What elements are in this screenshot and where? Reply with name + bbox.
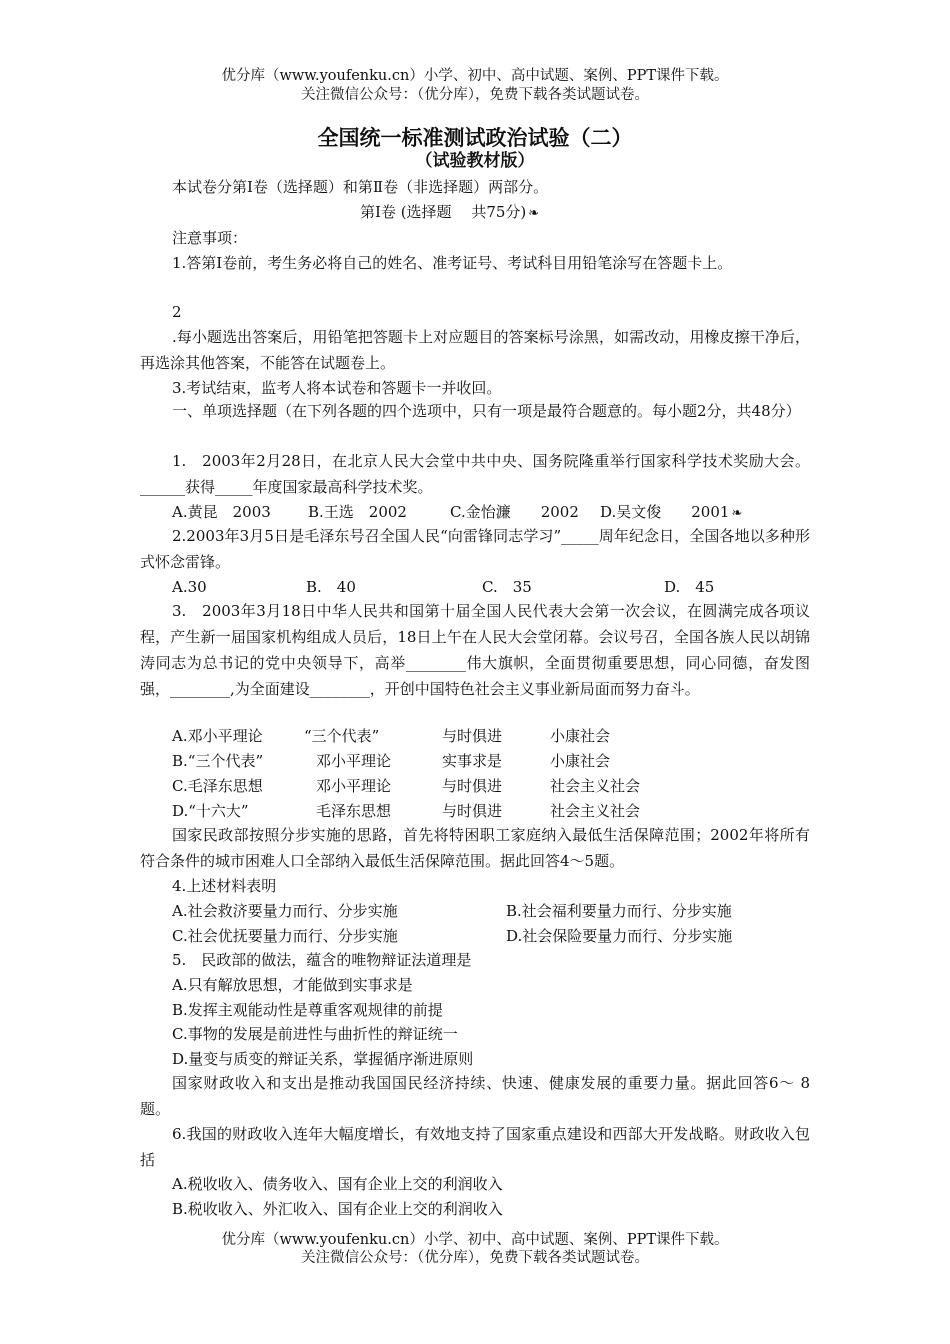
q2-option-c: C. 35 (482, 578, 532, 596)
part-one-heading: 第Ⅰ卷 (选择题 共75分) ❧ (360, 202, 539, 224)
question-5: 5. 民政部的做法，蕴含的唯物辩证法道理是 (172, 951, 472, 969)
q3-c-4: 社会主义社会 (550, 777, 641, 795)
q3-option-row (172, 801, 812, 821)
question-2-options (172, 577, 812, 597)
question-3: 3. 2003年3月18日中华人民共和国第十届全国人民代表大会第一次会议，在圆满完成各项议程，产生新一届国家机构组成人员后，18日上午在人民大会堂闭幕。会议号召，全国各族人民以胡锦涛同志为总书记的党中央领导下，高举________伟大旗帜，全面贯彻重要思想，同心同德，奋发图强，________,为全面建设________，开创中国特色社会主义事业新局面而努力奋斗。 (140, 602, 810, 698)
material-1: 国家民政部按照分步实施的思路，首先将特困职工家庭纳入最低生活保障范围；2002年将所有符合条件的城市困难人口全部纳入最低生活保障范围。据此回答4～5题。 (140, 826, 810, 870)
q3-b-1: B.“三个代表” (172, 752, 264, 770)
q1-option-a: A.黄昆 2003 (172, 503, 271, 521)
question-1-options (172, 502, 812, 522)
ornament-icon: ❧ (731, 506, 743, 521)
note-1: 1.答第Ⅰ卷前，考生务必将自己的姓名、准考证号、考试科目用铅笔涂写在答题卡上。 (172, 254, 733, 272)
q3-d-3: 与时俱进 (442, 802, 503, 820)
q3-a-1: A.邓小平理论 (172, 727, 263, 745)
question-4-options (172, 926, 812, 946)
q6-option-b: B.税收收入、外汇收入、国有企业上交的利润收入 (172, 1200, 503, 1218)
note-2: .每小题选出答案后，用铅笔把答题卡上对应题目的答案标号涂黑，如需改动，用橡皮擦干净后，再选涂其他答案，不能答在试题卷上。 (140, 328, 810, 372)
header-line-2: 关注微信公众号：（优分库），免费下载各类试题试卷。 (301, 87, 649, 103)
q3-a-2: “三个代表” (304, 727, 380, 745)
q3-c-3: 与时俱进 (442, 777, 503, 795)
footer-line-1: 优分库（www.youfenku.cn）小学、初中、高中试题、案例、PPT课件下载。 (221, 1232, 729, 1248)
q5-option-c: C.事物的发展是前进性与曲折性的辩证统一 (172, 1025, 458, 1043)
q4-option-b: B.社会福利要量力而行、分步实施 (506, 902, 732, 920)
q4-option-a: A.社会救济要量力而行、分步实施 (172, 902, 398, 920)
q3-b-2: 邓小平理论 (316, 752, 392, 770)
question-2: 2.2003年3月5日是毛泽东号召全国人民“向雷锋同志学习”_____周年纪念日，全国各地以多种形式怀念雷锋。 (140, 527, 810, 571)
note-3: 3.考试结束，监考人将本试卷和答题卡一并收回。 (172, 379, 502, 397)
q3-d-1: D.“十六大” (172, 802, 249, 820)
q4-option-d: D.社会保险要量力而行、分步实施 (506, 927, 733, 945)
q3-d-4: 社会主义社会 (550, 802, 641, 820)
footer-line-2: 关注微信公众号：（优分库），免费下载各类试题试卷。 (301, 1250, 649, 1266)
q2-option-d: D. 45 (664, 578, 715, 596)
q3-a-3: 与时俱进 (442, 727, 503, 745)
section-one-heading: 一、单项选择题（在下列各题的四个选项中，只有一项是最符合题意的。每小题2分，共48分） (172, 402, 801, 420)
question-1: 1. 2003年2月28日，在北京人民大会堂中共中央、国务院隆重举行国家科学技术奖励大会。______获得_____年度国家最高科学技术奖。 (140, 452, 810, 496)
page-subtitle: （试验教材版） (415, 151, 535, 171)
q5-option-a: A.只有解放思想，才能做到实事求是 (172, 976, 413, 994)
intro-text: 本试卷分第Ⅰ卷（选择题）和第Ⅱ卷（非选择题）两部分。 (172, 178, 549, 196)
q2-option-a: A.30 (172, 578, 207, 596)
material-2: 国家财政收入和支出是推动我国国民经济持续、快速、健康发展的重要力量。据此回答6～ 8题。 (140, 1074, 810, 1118)
q1-option-c: C.金怡濂 2002 (450, 503, 579, 521)
note-2-number: 2 (172, 303, 182, 321)
question-4-options (172, 901, 812, 921)
q4-option-c: C.社会优抚要量力而行、分步实施 (172, 927, 398, 945)
question-4: 4.上述材料表明 (172, 877, 277, 895)
q3-option-row (172, 776, 812, 796)
q6-option-a: A.税收收入、债务收入、国有企业上交的利润收入 (172, 1175, 503, 1193)
q5-option-d: D.量变与质变的辩证关系，掌握循序渐进原则 (172, 1050, 474, 1068)
q1-option-d: D.吴文俊 2001 ❧ (600, 502, 742, 524)
header-line-1: 优分库（www.youfenku.cn）小学、初中、高中试题、案例、PPT课件下载。 (221, 68, 729, 84)
notes-title: 注意事项： (172, 229, 248, 247)
question-6: 6.我国的财政收入连年大幅度增长，有效地支持了国家重点建设和西部大开发战略。财政收入包括 (140, 1125, 810, 1169)
page-title: 全国统一标准测试政治试验（二） (317, 126, 633, 150)
q2-option-b: B. 40 (306, 578, 356, 596)
q1-option-b: B.王选 2002 (308, 503, 407, 521)
q3-d-2: 毛泽东思想 (316, 802, 392, 820)
q3-a-4: 小康社会 (550, 727, 611, 745)
ornament-icon: ❧ (528, 206, 540, 221)
q3-b-3: 实事求是 (442, 752, 503, 770)
q5-option-b: B.发挥主观能动性是尊重客观规律的前提 (172, 1001, 443, 1019)
q3-option-row (172, 751, 812, 771)
q3-option-row (172, 726, 812, 746)
q3-c-1: C.毛泽东思想 (172, 777, 263, 795)
q3-c-2: 邓小平理论 (316, 777, 392, 795)
q3-b-4: 小康社会 (550, 752, 611, 770)
